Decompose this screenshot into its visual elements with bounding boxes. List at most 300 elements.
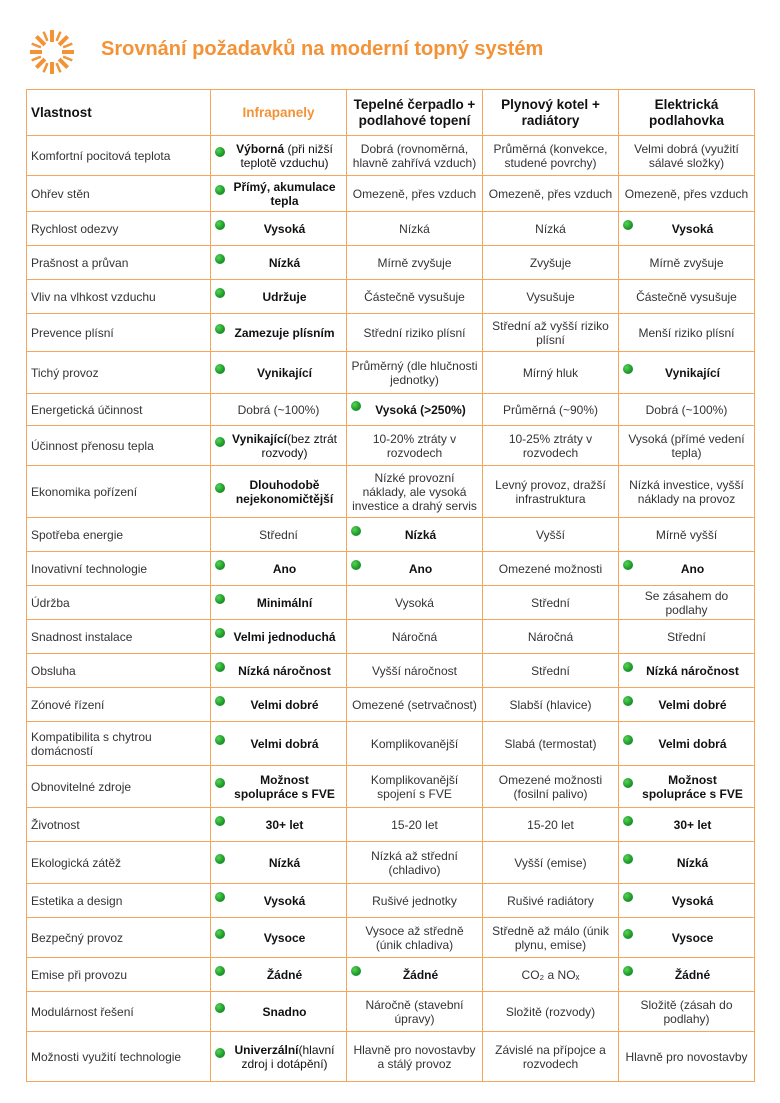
cell-text: Částečně vysušuje xyxy=(364,289,465,304)
table-cell xyxy=(347,136,483,176)
table-cell xyxy=(211,808,347,842)
cell-text: Žádné xyxy=(674,967,711,982)
table-row xyxy=(27,992,755,1032)
cell-text: Možnost spolupráce s FVE xyxy=(642,772,743,801)
cell-text: Velmi dobrá (využití sálavé složky) xyxy=(634,141,739,170)
table-cell xyxy=(211,426,347,466)
cell-text: 10-25% ztráty v rozvodech xyxy=(508,431,593,460)
cell-content xyxy=(215,968,342,982)
green-dot-icon xyxy=(215,288,225,298)
sunburst-logo-icon xyxy=(28,28,76,76)
header-row xyxy=(27,90,755,136)
table-cell xyxy=(211,518,347,552)
cell-text: Průměrná (konvekce, studené povrchy) xyxy=(493,141,608,170)
green-dot-icon xyxy=(215,324,225,334)
table-cell xyxy=(483,620,619,654)
cell-content xyxy=(351,664,478,678)
green-dot-icon xyxy=(215,778,225,788)
column-header-heat-pump: Tepelné čerpadlo + podlahové topení xyxy=(347,90,483,136)
cell-text: Velmi dobré xyxy=(658,697,727,712)
cell-content xyxy=(215,256,342,270)
table-cell xyxy=(483,992,619,1032)
cell-text: Složitě (rozvody) xyxy=(505,1004,596,1019)
page-title: Srovnání požadavků na moderní topný systém xyxy=(101,38,544,60)
cell-text: Vysoká xyxy=(395,595,434,610)
cell-text: Velmi dobrá xyxy=(658,736,727,751)
cell-text: Vynikající xyxy=(257,365,312,380)
green-dot-icon xyxy=(215,594,225,604)
cell-content xyxy=(351,528,478,542)
cell-content xyxy=(623,222,750,236)
table-cell xyxy=(211,1032,347,1082)
table-cell xyxy=(347,918,483,958)
table-cell xyxy=(347,466,483,518)
table-row xyxy=(27,176,755,212)
cell-content xyxy=(623,664,750,678)
table-cell xyxy=(347,620,483,654)
cell-content xyxy=(623,630,750,644)
green-dot-icon xyxy=(215,696,225,706)
table-cell xyxy=(483,314,619,352)
cell-content xyxy=(215,432,342,460)
cell-text: Hlavně pro novostavby xyxy=(625,1049,748,1064)
table-cell xyxy=(483,394,619,426)
cell-content xyxy=(215,856,342,870)
cell-text: Mírně zvyšuje xyxy=(649,255,724,270)
cell-content xyxy=(487,924,614,952)
property-label: Ekonomika pořízení xyxy=(27,466,211,518)
cell-text: Levný provoz, dražší infrastruktura xyxy=(495,477,606,506)
column-header-gas-boiler: Plynový kotel + radiátory xyxy=(483,90,619,136)
green-dot-icon xyxy=(623,778,633,788)
cell-content xyxy=(215,290,342,304)
cell-content xyxy=(487,596,614,610)
cell-content xyxy=(351,968,478,982)
cell-content xyxy=(487,1005,614,1019)
cell-content xyxy=(351,222,478,236)
cell-text: Komplikovanější spojení s FVE xyxy=(370,772,459,801)
cell-text: Náročná xyxy=(527,629,574,644)
table-row xyxy=(27,688,755,722)
green-dot-icon xyxy=(215,483,225,493)
table-cell xyxy=(483,552,619,586)
green-dot-icon xyxy=(623,735,633,745)
cell-text: Náročná xyxy=(391,629,438,644)
cell-text: 15-20 let xyxy=(527,817,574,832)
cell-content xyxy=(215,894,342,908)
cell-text: Vyšší náročnost xyxy=(372,663,457,678)
cell-content xyxy=(487,366,614,380)
cell-text: Nízká xyxy=(268,255,301,270)
table-cell xyxy=(211,722,347,766)
cell-text: Střední xyxy=(531,595,570,610)
table-cell xyxy=(347,552,483,586)
cell-content xyxy=(487,478,614,506)
cell-content xyxy=(215,698,342,712)
cell-content xyxy=(623,478,750,506)
cell-content xyxy=(623,737,750,751)
table-cell xyxy=(347,518,483,552)
property-label: Zónové řízení xyxy=(27,688,211,722)
cell-content xyxy=(351,1043,478,1071)
green-dot-icon xyxy=(215,854,225,864)
green-dot-icon xyxy=(215,735,225,745)
cell-text: Střední xyxy=(667,629,706,644)
green-dot-icon xyxy=(623,816,633,826)
cell-content xyxy=(487,319,614,347)
table-cell xyxy=(347,808,483,842)
property-label: Vliv na vlhkost vzduchu xyxy=(27,280,211,314)
table-cell xyxy=(347,586,483,620)
cell-content xyxy=(215,818,342,832)
cell-text: Vynikající xyxy=(665,365,720,380)
cell-content xyxy=(623,698,750,712)
cell-text: Ano xyxy=(408,561,433,576)
table-cell xyxy=(211,176,347,212)
cell-text: 30+ let xyxy=(673,817,712,832)
cell-content xyxy=(351,773,478,801)
cell-content xyxy=(487,403,614,417)
table-cell xyxy=(619,722,755,766)
property-label: Prašnost a průvan xyxy=(27,246,211,280)
cell-content xyxy=(215,222,342,236)
cell-text: Nízké provozní náklady, ale vysoká investice a drahý servis xyxy=(352,470,477,513)
table-cell xyxy=(347,688,483,722)
cell-content xyxy=(623,894,750,908)
table-row xyxy=(27,654,755,688)
table-cell xyxy=(211,136,347,176)
cell-text: Snadno xyxy=(262,1004,307,1019)
comparison-table xyxy=(26,89,755,1082)
green-dot-icon xyxy=(623,696,633,706)
cell-detail-text: (bez ztrát rozvody) xyxy=(261,431,337,460)
cell-content xyxy=(215,1043,342,1071)
cell-content xyxy=(623,856,750,870)
cell-text: Složitě (zásah do podlahy) xyxy=(640,997,733,1026)
cell-text: Vysoká (>250%) xyxy=(375,402,466,417)
property-label: Emise při provozu xyxy=(27,958,211,992)
cell-text: Dobrá (~100%) xyxy=(645,402,728,417)
table-row xyxy=(27,466,755,518)
cell-content xyxy=(351,256,478,270)
cell-content xyxy=(487,698,614,712)
table-cell xyxy=(347,654,483,688)
cell-text: Průměrná (~90%) xyxy=(502,402,599,417)
table-cell xyxy=(619,884,755,918)
cell-content xyxy=(487,664,614,678)
cell-content xyxy=(623,366,750,380)
green-dot-icon xyxy=(215,254,225,264)
green-dot-icon xyxy=(623,892,633,902)
cell-content xyxy=(487,773,614,801)
cell-text: Dlouhodobě nejekonomičtější xyxy=(235,477,334,506)
cell-text: Žádné xyxy=(266,967,303,982)
table-cell xyxy=(211,688,347,722)
cell-content xyxy=(215,596,342,610)
cell-highlight-text: Vynikající xyxy=(232,431,287,446)
table-row xyxy=(27,136,755,176)
green-dot-icon xyxy=(215,437,225,447)
cell-content xyxy=(623,1050,750,1064)
cell-text: Zvyšuje xyxy=(529,255,572,270)
cell-text: Omezené (setrvačnost) xyxy=(352,697,477,712)
cell-text: Vysoká xyxy=(263,221,306,236)
green-dot-icon xyxy=(351,966,361,976)
cell-content xyxy=(623,187,750,201)
table-cell xyxy=(347,992,483,1032)
cell-text: Omezené možnosti xyxy=(498,561,603,576)
table-cell xyxy=(211,466,347,518)
cell-text: Náročně (stavební úpravy) xyxy=(365,997,464,1026)
cell-content xyxy=(215,630,342,644)
cell-text: Nízká až střední (chladivo) xyxy=(371,848,458,877)
cell-text: Udržuje xyxy=(262,289,307,304)
cell-content xyxy=(623,290,750,304)
cell-text: Omezeně, přes vzduch xyxy=(624,186,749,201)
table-cell xyxy=(347,426,483,466)
cell-text: Vyšší xyxy=(536,527,565,542)
table-cell xyxy=(483,884,619,918)
table-row xyxy=(27,586,755,620)
cell-text: Částečně vysušuje xyxy=(636,289,737,304)
cell-text: Nízká xyxy=(535,221,566,236)
cell-text: Mírný hluk xyxy=(522,365,579,380)
table-cell xyxy=(347,314,483,352)
table-cell xyxy=(347,280,483,314)
table-cell xyxy=(211,958,347,992)
table-cell xyxy=(483,466,619,518)
green-dot-icon xyxy=(351,526,361,536)
table-cell xyxy=(347,722,483,766)
cell-text: 15-20 let xyxy=(391,817,438,832)
cell-text: Velmi jednoduchá xyxy=(233,629,336,644)
green-dot-icon xyxy=(623,929,633,939)
cell-content xyxy=(215,326,342,340)
green-dot-icon xyxy=(215,364,225,374)
table-cell xyxy=(211,586,347,620)
cell-content xyxy=(351,630,478,644)
cell-content xyxy=(351,403,478,417)
property-label: Snadnost instalace xyxy=(27,620,211,654)
cell-text: Nízká xyxy=(399,221,430,236)
table-cell xyxy=(211,552,347,586)
table-cell xyxy=(619,552,755,586)
cell-text: Středně až málo (únik plynu, emise) xyxy=(492,923,609,952)
cell-content xyxy=(351,187,478,201)
cell-text: Komplikovanější xyxy=(370,736,459,751)
cell-text: Velmi dobré xyxy=(250,697,319,712)
table-row xyxy=(27,246,755,280)
cell-content xyxy=(623,326,750,340)
cell-text: Vysoká xyxy=(263,893,306,908)
table-cell xyxy=(483,808,619,842)
cell-content xyxy=(487,142,614,170)
table-cell xyxy=(347,884,483,918)
cell-content xyxy=(351,359,478,387)
table-cell xyxy=(619,620,755,654)
cell-highlight-text: Univerzální xyxy=(234,1042,299,1057)
cell-content xyxy=(215,403,342,417)
cell-text: Hlavně pro novostavby a stálý provoz xyxy=(353,1042,476,1071)
table-cell xyxy=(211,314,347,352)
table-cell xyxy=(211,842,347,884)
column-header-property: Vlastnost xyxy=(27,90,211,136)
cell-content xyxy=(487,528,614,542)
cell-text: Dobrá (~100%) xyxy=(237,402,320,417)
cell-text: Mírně zvyšuje xyxy=(377,255,452,270)
cell-text: Vysoce xyxy=(263,930,306,945)
table-cell xyxy=(483,958,619,992)
cell-content xyxy=(623,256,750,270)
property-label: Bezpečný provoz xyxy=(27,918,211,958)
table-cell xyxy=(211,918,347,958)
cell-text: Nízká xyxy=(676,855,709,870)
cell-text: Zamezuje plísním xyxy=(234,325,335,340)
property-label: Účinnost přenosu tepla xyxy=(27,426,211,466)
green-dot-icon xyxy=(215,966,225,976)
table-cell xyxy=(211,766,347,808)
table-row xyxy=(27,1032,755,1082)
cell-text: Střední riziko plísní xyxy=(363,325,466,340)
table-cell xyxy=(483,352,619,394)
cell-content xyxy=(351,326,478,340)
table-row xyxy=(27,394,755,426)
cell-content xyxy=(487,256,614,270)
cell-text: Dobrá (rovnoměrná, hlavně zahřívá vzduch) xyxy=(352,141,477,170)
table-cell xyxy=(619,280,755,314)
cell-text: Nízká náročnost xyxy=(646,663,739,678)
table-cell xyxy=(483,518,619,552)
cell-content xyxy=(623,432,750,460)
green-dot-icon xyxy=(351,401,361,411)
table-cell xyxy=(483,1032,619,1082)
property-label: Spotřeba energie xyxy=(27,518,211,552)
property-label: Obsluha xyxy=(27,654,211,688)
green-dot-icon xyxy=(215,1048,225,1058)
table-cell xyxy=(211,246,347,280)
cell-text: Závislé na přípojce a rozvodech xyxy=(495,1042,606,1071)
property-label: Energetická účinnost xyxy=(27,394,211,426)
table-row xyxy=(27,518,755,552)
table-cell xyxy=(483,766,619,808)
table-cell xyxy=(483,722,619,766)
cell-content xyxy=(623,589,750,617)
cell-content xyxy=(215,773,342,801)
cell-text: Průměrný (dle hlučnosti jednotky) xyxy=(351,358,478,387)
property-label: Rychlost odezvy xyxy=(27,212,211,246)
cell-detail-text: (při nižší teplotě vzduchu) xyxy=(240,141,333,170)
green-dot-icon xyxy=(215,929,225,939)
cell-content xyxy=(351,894,478,908)
green-dot-icon xyxy=(215,892,225,902)
property-label: Údržba xyxy=(27,586,211,620)
property-label: Tichý provoz xyxy=(27,352,211,394)
table-cell xyxy=(619,918,755,958)
table-cell xyxy=(619,426,755,466)
green-dot-icon xyxy=(215,185,225,195)
cell-content xyxy=(351,849,478,877)
table-cell xyxy=(211,394,347,426)
table-row xyxy=(27,552,755,586)
property-label: Ekologická zátěž xyxy=(27,842,211,884)
table-cell xyxy=(619,586,755,620)
table-row xyxy=(27,212,755,246)
cell-content xyxy=(623,968,750,982)
green-dot-icon xyxy=(215,816,225,826)
cell-text: Žádné xyxy=(402,967,439,982)
cell-text: Nízká xyxy=(268,855,301,870)
cell-content xyxy=(215,366,342,380)
table-cell xyxy=(619,394,755,426)
cell-text: Ano xyxy=(680,561,705,576)
cell-text: Menší riziko plísní xyxy=(638,325,735,340)
column-header-electric-floor: Elektrická podlahovka xyxy=(619,90,755,136)
green-dot-icon xyxy=(215,1003,225,1013)
cell-text: CO₂ a NOₓ xyxy=(521,967,580,982)
table-cell xyxy=(619,518,755,552)
cell-text: Vysoká xyxy=(671,221,714,236)
table-cell xyxy=(211,884,347,918)
table-cell xyxy=(211,620,347,654)
cell-text: Rušivé radiátory xyxy=(507,893,594,908)
green-dot-icon xyxy=(215,662,225,672)
cell-content xyxy=(623,818,750,832)
cell-content xyxy=(487,856,614,870)
table-cell xyxy=(211,212,347,246)
cell-content xyxy=(351,924,478,952)
property-label: Ohřev stěn xyxy=(27,176,211,212)
cell-text: Velmi dobrá xyxy=(250,736,319,751)
cell-text: Vysoce xyxy=(671,930,714,945)
green-dot-icon xyxy=(351,560,361,570)
table-row xyxy=(27,620,755,654)
table-row xyxy=(27,280,755,314)
cell-text: Přímý, akumulace tepla xyxy=(233,179,336,208)
green-dot-icon xyxy=(623,662,633,672)
table-cell xyxy=(483,688,619,722)
table-cell xyxy=(483,136,619,176)
table-cell xyxy=(619,136,755,176)
cell-text: Rušivé jednotky xyxy=(372,893,457,908)
table-cell xyxy=(483,918,619,958)
cell-content xyxy=(623,528,750,542)
table-cell xyxy=(619,766,755,808)
column-header-infrapanely: Infrapanely xyxy=(211,90,347,136)
table-cell xyxy=(619,688,755,722)
table-cell xyxy=(619,466,755,518)
cell-content xyxy=(623,773,750,801)
cell-content xyxy=(623,562,750,576)
table-row xyxy=(27,352,755,394)
table-cell xyxy=(211,280,347,314)
table-row xyxy=(27,958,755,992)
cell-content xyxy=(623,142,750,170)
property-label: Inovativní technologie xyxy=(27,552,211,586)
cell-text: Slabší (hlavice) xyxy=(509,697,592,712)
cell-content xyxy=(351,596,478,610)
cell-content xyxy=(351,142,478,170)
cell-text: 10-20% ztráty v rozvodech xyxy=(372,431,457,460)
cell-text: Se zásahem do podlahy xyxy=(644,588,729,617)
property-label: Modulárnost řešení xyxy=(27,992,211,1032)
green-dot-icon xyxy=(215,220,225,230)
table-cell xyxy=(619,1032,755,1082)
table-cell xyxy=(619,958,755,992)
cell-content xyxy=(487,737,614,751)
cell-text: Ano xyxy=(272,561,297,576)
cell-content xyxy=(623,931,750,945)
cell-content xyxy=(215,562,342,576)
